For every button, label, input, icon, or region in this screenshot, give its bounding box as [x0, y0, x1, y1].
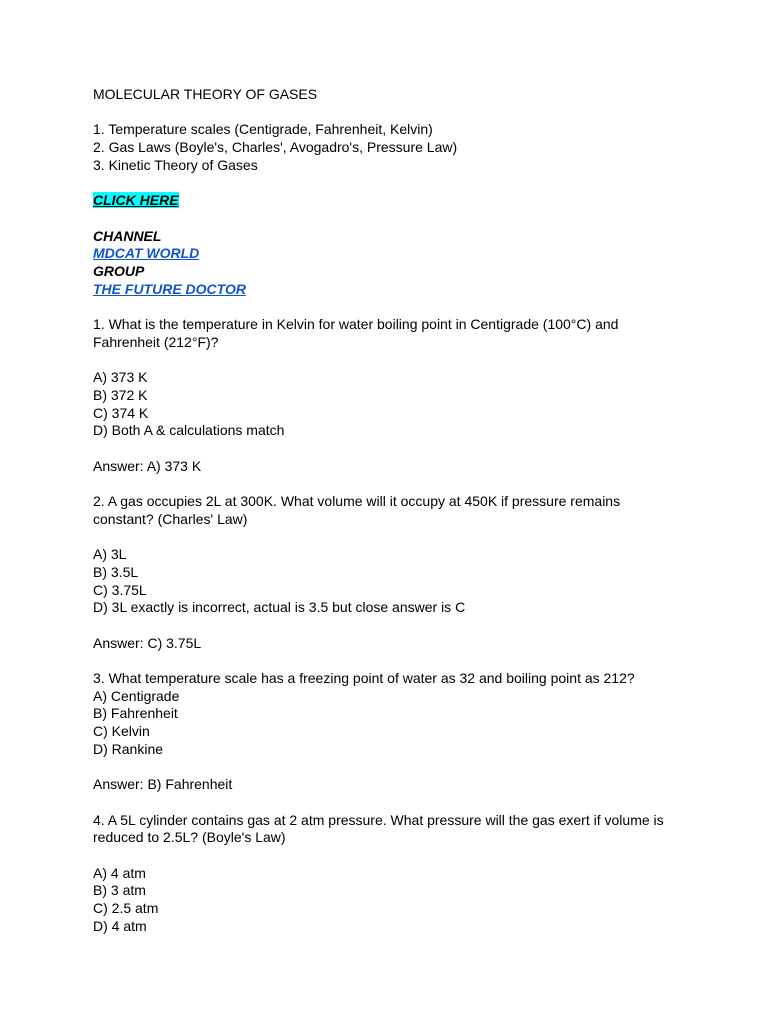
- option-item: A) 4 atm: [93, 864, 146, 881]
- document-title: MOLECULAR THEORY OF GASES: [93, 86, 318, 102]
- topic-item: 1. Temperature scales (Centigrade, Fahrenheit, Kelvin): [93, 121, 433, 138]
- question-text: 1. What is the temperature in Kelvin for water boiling point in Centigrade (100°C) and Fahrenheit (212°F)?: [93, 316, 619, 350]
- option-item: D) 4 atm: [93, 917, 147, 934]
- option-item: B) 3.5L: [93, 563, 139, 580]
- group-link[interactable]: THE FUTURE DOCTOR: [93, 280, 246, 297]
- topic-item: 2. Gas Laws (Boyle's, Charles', Avogadro's, Pressure Law): [93, 139, 458, 156]
- option-item: A) 3L: [93, 546, 127, 563]
- click-here-link[interactable]: CLICK HERE: [93, 192, 179, 209]
- option-item: D) Rankine: [93, 740, 164, 757]
- channel-label: CHANNEL: [93, 227, 162, 244]
- channel-link[interactable]: MDCAT WORLD: [93, 245, 200, 262]
- option-item: C) 2.5 atm: [93, 900, 159, 917]
- option-item: D) 3L exactly is incorrect, actual is 3.5 but close answer is C: [93, 599, 466, 616]
- group-label: GROUP: [93, 262, 145, 279]
- question-text: 4. A 5L cylinder contains gas at 2 atm pressure. What pressure will the gas exert if volume is reduced to 2.5L? (Boyle's Law): [93, 811, 664, 846]
- option-item: C) Kelvin: [93, 723, 150, 740]
- answer-text: Answer: A) 373 K: [93, 457, 202, 474]
- answer-text: Answer: B) Fahrenheit: [93, 776, 233, 793]
- answer-text: Answer: C) 3.75L: [93, 634, 202, 651]
- option-item: B) Fahrenheit: [93, 705, 178, 722]
- option-item: A) Centigrade: [93, 687, 180, 704]
- option-item: D) Both A & calculations match: [93, 422, 285, 439]
- option-item: C) 3.75L: [93, 581, 147, 598]
- topic-item: 3. Kinetic Theory of Gases: [93, 156, 258, 173]
- option-item: B) 3 atm: [93, 882, 146, 899]
- question-text: 2. A gas occupies 2L at 300K. What volume will it occupy at 450K if pressure remains constant? (Charles' Law): [93, 493, 621, 527]
- question-text: 3. What temperature scale has a freezing point of water as 32 and boiling point as 212?: [93, 670, 635, 687]
- option-item: A) 373 K: [93, 369, 148, 386]
- option-item: C) 374 K: [93, 404, 149, 421]
- option-item: B) 372 K: [93, 386, 148, 403]
